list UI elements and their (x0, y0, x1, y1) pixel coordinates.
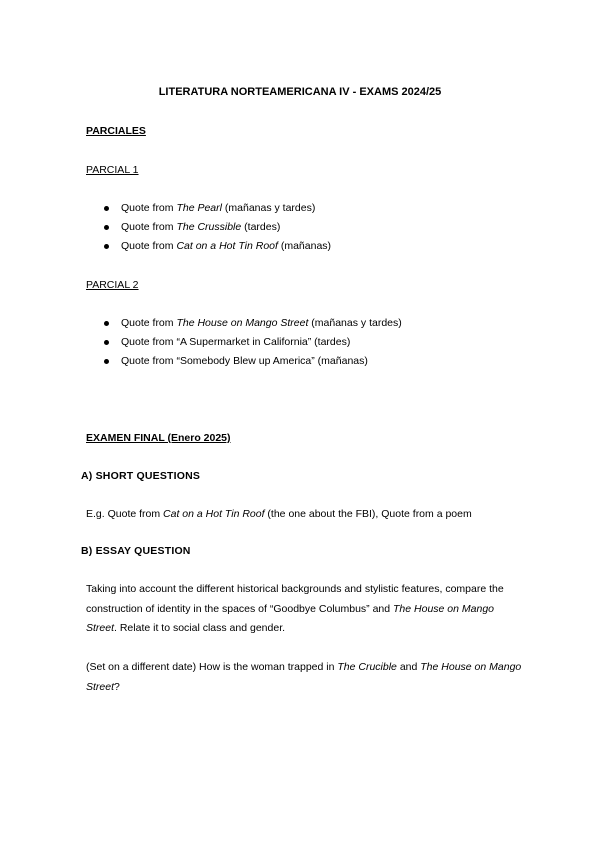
list-item: Quote from The Pearl (mañanas y tardes) (104, 199, 331, 218)
list-item: Quote from Cat on a Hot Tin Roof (mañanas) (104, 237, 331, 256)
short-questions-heading: A) SHORT QUESTIONS (81, 470, 201, 482)
parcial-1-heading: PARCIAL 1 (86, 164, 139, 176)
bullet-icon (104, 340, 109, 345)
essay-paragraph-2: (Set on a different date) How is the woman trapped in The Crucible and The House on Mango Street? (86, 661, 522, 693)
parciales-heading: PARCIALES (86, 125, 146, 137)
list-item: Quote from The House on Mango Street (mañanas y tardes) (104, 314, 402, 333)
essay-question-heading: B) ESSAY QUESTION (81, 545, 191, 557)
list-item: Quote from “A Supermarket in California” (tardes) (104, 333, 402, 352)
parcial-2-heading: PARCIAL 2 (86, 279, 139, 291)
essay-paragraph-1: Taking into account the different historical backgrounds and stylistic features, compare the construction of identity in the spaces of “Goodbye Columbus” and The House on Mango Street. Relate it to social class and gender. (86, 583, 504, 634)
bullet-icon (104, 244, 109, 249)
short-questions-text: E.g. Quote from Cat on a Hot Tin Roof (the one about the FBI), Quote from a poem (86, 508, 472, 520)
document-title: LITERATURA NORTEAMERICANA IV - EXAMS 2024/25 (158, 86, 442, 98)
bullet-icon (104, 359, 109, 364)
parcial-2-list (104, 314, 402, 371)
list-item: Quote from The Crussible (tardes) (104, 218, 331, 237)
bullet-icon (104, 206, 109, 211)
bullet-icon (104, 321, 109, 326)
bullet-icon (104, 225, 109, 230)
examen-final-heading: EXAMEN FINAL (Enero 2025) (86, 432, 231, 444)
list-item: Quote from “Somebody Blew up America” (mañanas) (104, 352, 402, 371)
parcial-1-list (104, 199, 331, 256)
